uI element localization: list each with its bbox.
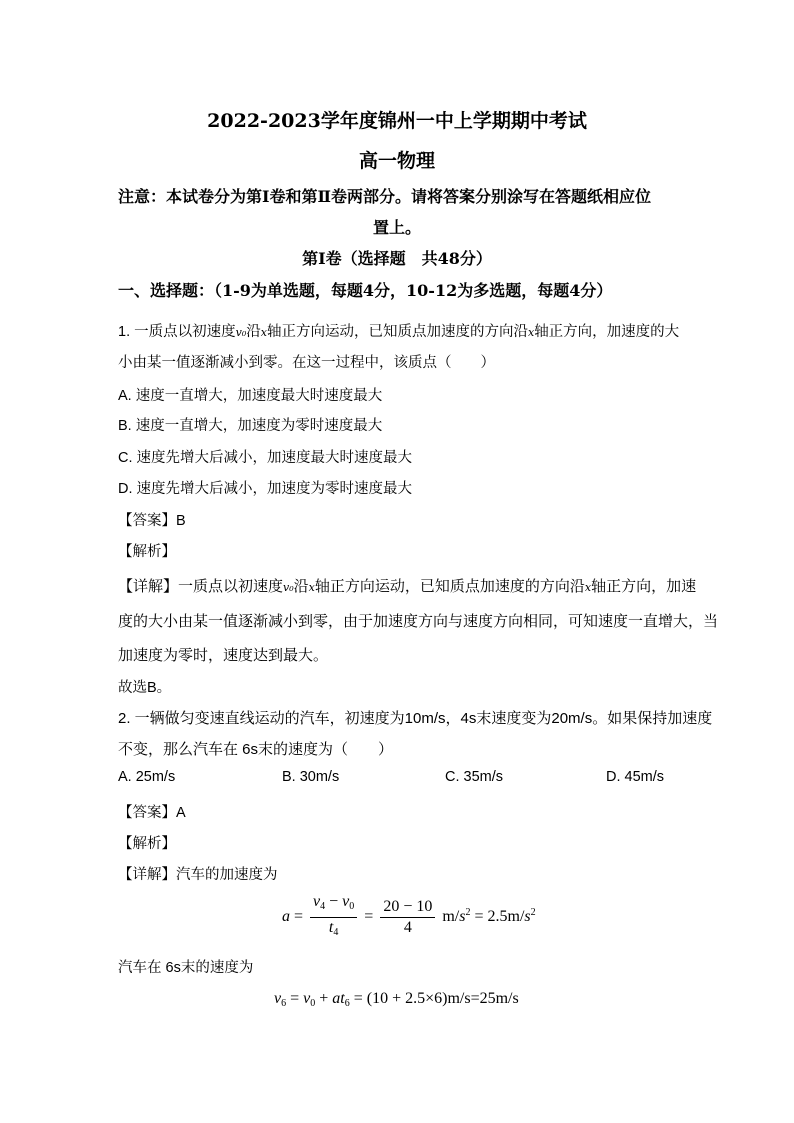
q1-analysis-label: 【解析】 <box>118 544 176 560</box>
q1-conclusion: 故选B。 <box>118 680 172 696</box>
q2-velocity-formula: $v_6 = v_0 + at_6 = (10 + 2.5\times 6)m/s=25m/s$ <box>274 990 519 1009</box>
section-heading: 一、选择题：（1-9为单选题，每题4分，10-12为多选题，每题4分） <box>118 281 613 300</box>
q2-acceleration-formula: a = $\frac{v_4 - v_0}{t_4}$ = $\frac{20 - 10}{4}$ $m/s^2 = 2.5m/s^2$ <box>282 893 536 938</box>
q1-detail-line-3: 加速度为零时，速度达到最大。 <box>118 647 329 664</box>
q2-option-c: C. 35m/s <box>445 769 504 785</box>
exam-subject: 高一物理 <box>358 150 435 172</box>
q2-option-a: A. 25m/s <box>118 769 176 785</box>
q2-answer: 【答案】A <box>118 805 186 821</box>
q1-option-a: A. 速度一直增大，加速度最大时速度最大 <box>118 388 383 404</box>
q2-option-b: B. 30m/s <box>282 769 340 785</box>
q1-option-c: C. 速度先增大后减小，加速度最大时速度最大 <box>118 450 413 466</box>
q1-stem-line-1: 1. 一质点以初速度v₀沿x轴正方向运动，已知质点加速度的方向沿x轴正方向，加速度的大 <box>118 324 680 340</box>
q2-stem-line-1: 2. 一辆做匀变速直线运动的汽车，初速度为10m/s，4s末速度变为20m/s。如果保持加速度 <box>118 710 713 727</box>
q2-stem-line-2: 不变，那么汽车在 6s末的速度为（ ） <box>118 741 394 758</box>
notice-line-2: 置上。 <box>372 218 421 237</box>
exam-title: 2022-2023学年度锦州一中上学期期中考试 <box>207 110 587 132</box>
q2-detail-line: 【详解】汽车的加速度为 <box>118 867 278 883</box>
notice-line-1: 注意：本试卷分为第Ⅰ卷和第Ⅱ卷两部分。请将答案分别涂写在答题纸相应位 <box>118 187 651 206</box>
q1-detail-line-1: 【详解】一质点以初速度v₀沿x轴正方向运动，已知质点加速度的方向沿x轴正方向，加速 <box>118 578 697 595</box>
q1-option-b: B. 速度一直增大，加速度为零时速度最大 <box>118 418 383 434</box>
q2-option-d: D. 45m/s <box>606 769 665 785</box>
q2-velocity-text: 汽车在 6s末的速度为 <box>118 960 254 976</box>
q1-answer: 【答案】B <box>118 513 186 529</box>
q1-option-d: D. 速度先增大后减小，加速度为零时速度最大 <box>118 481 413 497</box>
q1-detail-line-2: 度的大小由某一值逐渐减小到零，由于加速度方向与速度方向相同，可知速度一直增大，当 <box>118 613 719 630</box>
q1-stem-line-2: 小由某一值逐渐减小到零。在这一过程中，该质点（ ） <box>118 355 495 371</box>
part-heading: 第Ⅰ卷（选择题 共48分） <box>302 249 492 268</box>
q2-analysis-label: 【解析】 <box>118 836 176 852</box>
